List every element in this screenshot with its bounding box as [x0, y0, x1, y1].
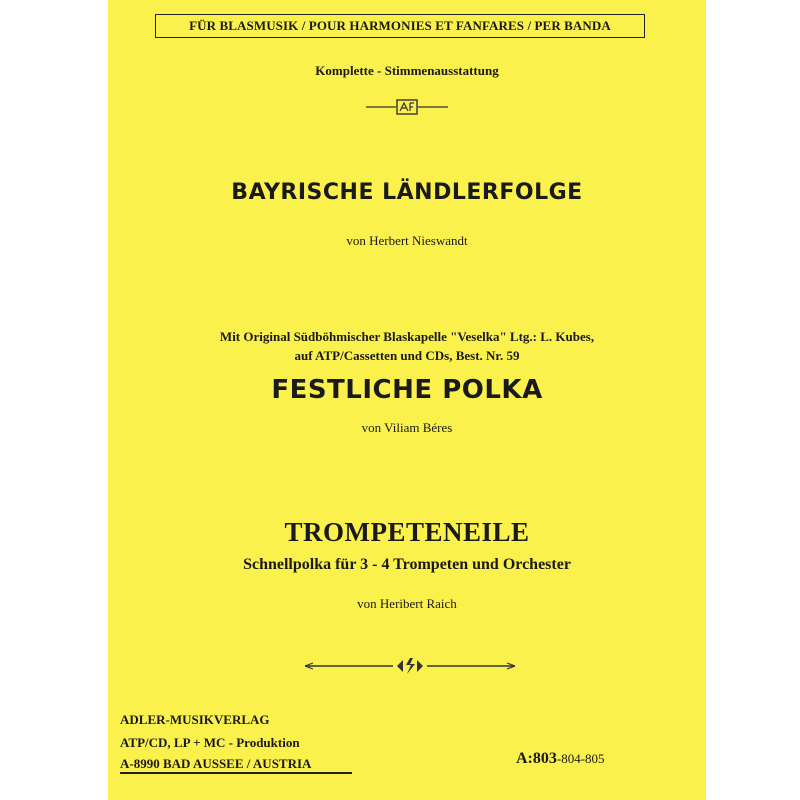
instrumentation-banner: FÜR BLASMUSIK / POUR HARMONIES ET FANFARES / PER BANDA: [155, 14, 645, 38]
publisher-production: ATP/CD, LP + MC - Produktion: [120, 735, 300, 750]
catalog-rest: -804-805: [556, 751, 605, 766]
publisher-name: ADLER-MUSIKVERLAG: [120, 712, 270, 727]
publisher-address: A-8990 BAD AUSSEE / AUSTRIA: [120, 756, 312, 771]
piece3-title: TROMPETENEILE: [284, 517, 530, 547]
piece3-subtitle: Schnellpolka für 3 - 4 Trompeten und Orchester: [243, 556, 571, 573]
cover-page: [108, 0, 706, 800]
catalog-prefix: A:: [516, 750, 533, 767]
ornamental-divider-icon: [305, 656, 515, 676]
piece3-composer: von Heribert Raich: [357, 596, 457, 611]
publisher-emblem-icon: [366, 97, 448, 117]
piece1-title: BAYRISCHE LÄNDLERFOLGE: [231, 180, 583, 205]
catalog-main: 803: [532, 750, 557, 767]
recording-note-line1: Mit Original Südböhmischer Blaskapelle "Veselka" Ltg.: L. Kubes,: [219, 329, 595, 344]
recording-note-line2: auf ATP/Cassetten und CDs, Best. Nr. 59: [294, 348, 520, 363]
piece2-composer: von Viliam Béres: [361, 420, 453, 435]
address-underline: [120, 772, 352, 774]
edition-subtitle: Komplette - Stimmenausstattung: [315, 63, 499, 78]
piece1-composer: von Herbert Nieswandt: [346, 233, 468, 248]
piece2-title: FESTLICHE POLKA: [271, 375, 543, 405]
catalog-number: [516, 750, 605, 768]
